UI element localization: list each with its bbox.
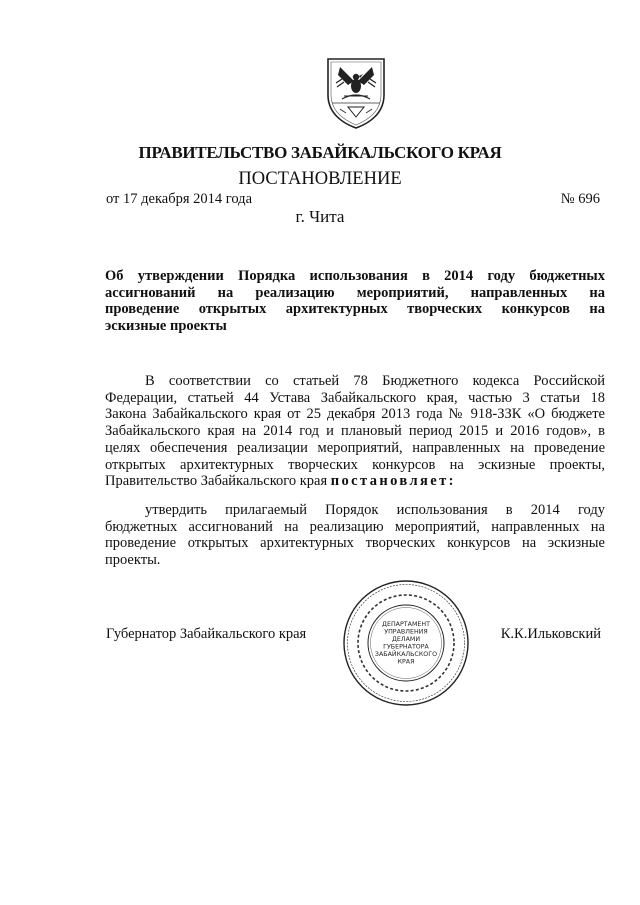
stamp-center-line: УПРАВЛЕНИЯ — [384, 628, 428, 636]
body-line: бюджетных ассигнований на реализацию мероприятий, направленных на — [105, 518, 605, 535]
body-line: утвердить прилагаемый Порядок использования в 2014 году — [145, 502, 605, 518]
stamp-center-line: ЗАБАЙКАЛЬСКОГО — [374, 651, 438, 658]
body-line: Закона Забайкальского края от 25 декабря 2013 года № 918-ЗЗК «О бюджете — [105, 406, 605, 423]
resolves-word: постановляет: — [330, 473, 456, 490]
body-line: проекты. — [105, 552, 161, 569]
document-type: ПОСТАНОВЛЕНИЕ — [238, 169, 402, 189]
document-date: от 17 декабря 2014 года — [106, 191, 252, 207]
signer-name: К.К.Ильковский — [500, 626, 601, 642]
body-line — [105, 473, 605, 490]
government-name: ПРАВИТЕЛЬСТВО ЗАБАЙКАЛЬСКОГО КРАЯ — [138, 143, 502, 162]
government-subject: Правительство Забайкальского края — [105, 473, 328, 490]
document-city: г. Чита — [295, 207, 345, 226]
body-line: В соответствии со статьей 78 Бюджетного кодекса Российской — [145, 373, 605, 389]
body-line: Забайкальского края на 2014 год и плановый период 2015 и 2016 годов», в — [105, 423, 605, 440]
body-line: проведение открытых архитектурных творческих конкурсов на эскизные — [105, 535, 605, 552]
document-number: № 696 — [560, 191, 600, 207]
document-title — [105, 268, 605, 335]
coat-of-arms-icon — [318, 55, 394, 131]
title-line: эскизные проекты — [105, 318, 227, 335]
preamble-paragraph — [105, 373, 605, 490]
stamp-center-line: ДЕЛАМИ — [391, 636, 421, 643]
stamp-center-line: ГУБЕРНАТОРА — [383, 643, 429, 651]
body-line: целях обеспечения реализации мероприятий, направленных на проведение — [105, 439, 605, 456]
signer-title: Губернатор Забайкальского края — [106, 626, 307, 642]
body-line: открытых архитектурных творческих конкурсов на эскизные проекты, — [105, 456, 605, 473]
title-line: Об утверждении Порядка использования в 2014 году бюджетных — [105, 268, 605, 284]
stamp-center-line: ДЕПАРТАМЕНТ — [382, 621, 430, 628]
resolution-paragraph — [105, 502, 605, 569]
stamp-center-line: КРАЯ — [397, 658, 415, 666]
official-stamp-icon — [341, 578, 471, 708]
title-line: проведение открытых архитектурных творческих конкурсов на — [105, 301, 605, 318]
body-line: Федерации, статьей 44 Устава Забайкальского края, частью 3 статьи 18 — [105, 389, 605, 406]
title-line: ассигнований на реализацию мероприятий, направленных на — [105, 284, 605, 301]
